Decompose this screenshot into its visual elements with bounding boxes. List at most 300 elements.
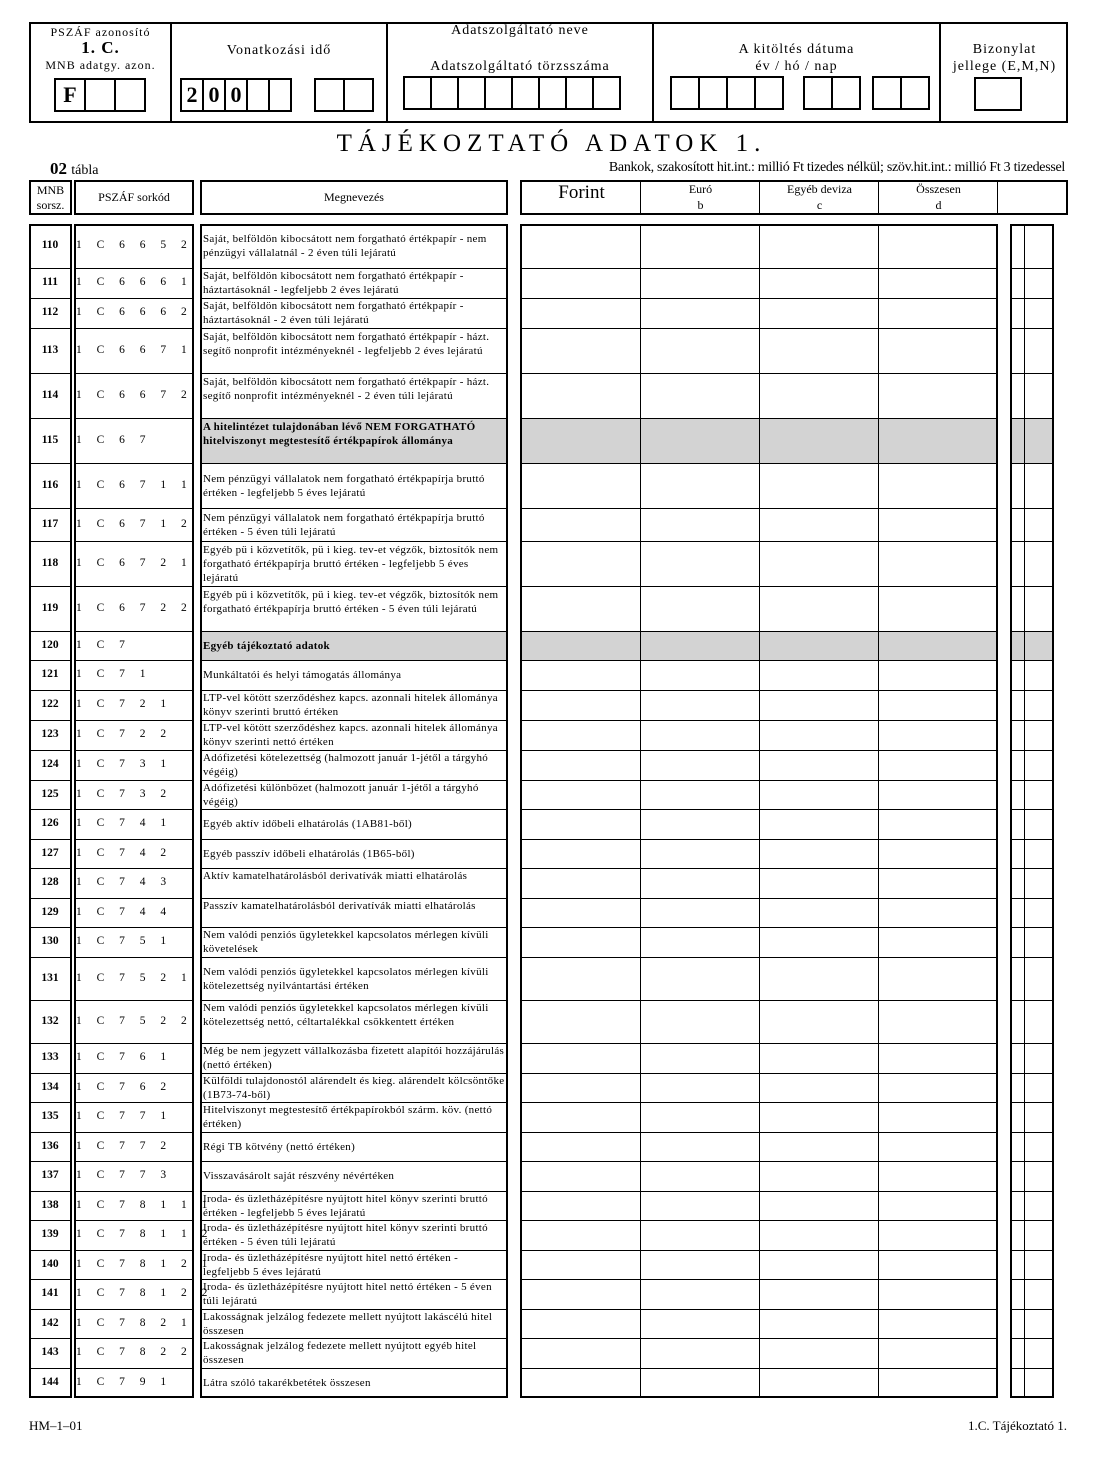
row-mnb-number: 119 [41,601,59,614]
value-cell-extra[interactable] [1012,1162,1024,1190]
value-cell-total[interactable] [879,1162,997,1190]
value-cell-euro[interactable] [641,1044,759,1072]
value-cell-extra2[interactable] [1025,1001,1053,1042]
value-cell-total[interactable] [879,1369,997,1396]
value-cell-euro[interactable] [641,1280,759,1308]
value-cell-total[interactable] [879,225,997,267]
value-cell-forint[interactable] [522,1074,640,1101]
value-cell-forint[interactable] [522,542,640,585]
value-cell-euro[interactable] [641,1251,759,1278]
value-cell-total[interactable] [879,1103,997,1131]
value-cell-extra2[interactable] [1025,1162,1053,1190]
value-cell-extra2[interactable] [1025,587,1053,630]
row-pszaf-code: 1 C 7 8 2 1 [76,1316,193,1329]
row-divider [29,418,72,419]
value-cell-euro[interactable] [641,374,759,417]
date-year-cells[interactable] [670,76,782,110]
value-cell-extra[interactable] [1012,899,1024,926]
value-cell-other[interactable] [760,810,878,838]
value-cell-extra[interactable] [1012,928,1024,956]
value-cell-forint[interactable] [522,509,640,540]
value-cell-euro[interactable] [641,1133,759,1160]
row-mnb-number: 111 [42,276,58,288]
provider-reg-cells[interactable] [403,76,619,110]
row-pszaf-code: 1 C 7 7 1 [76,1110,173,1122]
value-cell-euro[interactable] [641,269,759,297]
value-cell-forint[interactable] [522,374,640,417]
value-cell-forint[interactable] [522,751,640,779]
value-cell-total[interactable] [879,1044,997,1072]
value-cell-extra2[interactable] [1025,1221,1053,1249]
value-cell-total[interactable] [879,869,997,897]
value-cell-other[interactable] [760,1221,878,1249]
row-divider [74,631,194,632]
value-cell-extra[interactable] [1012,661,1024,689]
date-year-3[interactable] [726,76,756,110]
value-cell-extra[interactable] [1012,1310,1024,1337]
value-cell-extra[interactable] [1012,542,1024,585]
value-cell-extra2[interactable] [1025,269,1053,297]
value-cell-euro[interactable] [641,840,759,867]
value-cell-forint[interactable] [522,1044,640,1072]
value-cell-extra[interactable] [1012,810,1024,838]
value-cell-extra[interactable] [1012,781,1024,808]
value-cell-other[interactable] [760,1044,878,1072]
col-header-other-letter: c [816,198,823,212]
row-divider [74,1309,194,1310]
mnb-code-cell-2[interactable] [84,78,116,112]
period-cells[interactable] [180,78,290,112]
value-cell-extra2[interactable] [1025,781,1053,808]
value-cell-extra2[interactable] [1025,509,1053,540]
value-cell-other[interactable] [760,542,878,585]
row-divider [29,1309,72,1310]
value-cell-other[interactable] [760,1369,878,1396]
value-cell-other[interactable] [760,958,878,999]
value-cell-total[interactable] [879,374,997,417]
value-cell-other[interactable] [760,1310,878,1337]
period-month-cells[interactable] [314,78,372,112]
value-cell-other[interactable] [760,587,878,630]
row-divider [74,586,194,587]
row-divider [74,328,194,329]
value-cell-extra[interactable] [1012,587,1024,630]
value-cell-forint[interactable] [522,225,640,267]
row-divider [29,898,72,899]
provider-reg-cell-1[interactable] [403,76,432,110]
provider-reg-cell-5[interactable] [511,76,540,110]
value-cell-euro[interactable] [641,1001,759,1042]
value-cell-extra[interactable] [1012,329,1024,372]
value-cell-euro[interactable] [641,1369,759,1396]
row-name: Nem valódi penziós ügyletekkel kapcsolatos mérlegen kívüli kötelezettség nyilvántartási értéken [203,965,489,992]
row-name: LTP-vel kötött szerződéshez kapcs. azonnali hitelek állománya könyv szerinti nettó értéken [203,722,498,748]
value-cell-other[interactable] [760,464,878,507]
value-cell-forint[interactable] [522,329,640,372]
table-number [50,159,98,179]
provider-reg-cell-3[interactable] [457,76,486,110]
doc-type-cells[interactable] [974,77,1020,111]
value-cell-extra[interactable] [1012,1103,1024,1131]
value-cell-forint[interactable] [522,899,640,926]
row-pszaf-code: 1 C 7 4 2 [76,846,173,859]
value-cell-other[interactable] [760,928,878,956]
value-cell-euro[interactable] [641,1192,759,1219]
value-cell-euro[interactable] [641,1339,759,1367]
value-cell-forint[interactable] [522,1192,640,1219]
value-cell-total[interactable] [879,329,997,372]
row-mnb-number: 125 [41,787,59,800]
date-month-2[interactable] [831,76,861,110]
value-cell-forint[interactable] [522,299,640,327]
date-day-2[interactable] [900,76,930,110]
value-cell-extra2[interactable] [1025,542,1053,585]
value-cell-forint[interactable] [522,869,640,897]
value-cell-extra[interactable] [1012,299,1024,327]
date-year-4[interactable] [754,76,784,110]
value-cell-extra2[interactable] [1025,928,1053,956]
row-divider [74,298,194,299]
value-cell-extra[interactable] [1012,869,1024,897]
value-cell-euro[interactable] [641,1074,759,1101]
value-cell-euro[interactable] [641,509,759,540]
value-cell-total[interactable] [879,899,997,926]
value-cell-euro[interactable] [641,1103,759,1131]
value-cell-total[interactable] [879,1310,997,1337]
value-cell-extra2[interactable] [1025,299,1053,327]
value-cell-forint[interactable] [522,928,640,956]
value-cell-total[interactable] [879,1192,997,1219]
value-cell-euro[interactable] [641,329,759,372]
row-name: Egyéb tájékoztató adatok [203,639,330,652]
row-mnb-number: 134 [41,1080,59,1093]
value-cell-euro[interactable] [641,1221,759,1249]
value-cell-extra[interactable] [1012,1192,1024,1219]
value-cell-other[interactable] [760,299,878,327]
value-cell-euro[interactable] [641,899,759,926]
value-cell-other[interactable] [760,509,878,540]
value-cell-extra[interactable] [1012,1221,1024,1249]
value-cell-forint[interactable] [522,840,640,867]
col-header-name: Megnevezés [200,180,508,215]
value-cell-other[interactable] [760,1192,878,1219]
date-day-1[interactable] [872,76,902,110]
value-cell-euro[interactable] [641,869,759,897]
row-divider [29,1073,72,1074]
row-divider [74,541,194,542]
value-cell-other[interactable] [760,1133,878,1160]
value-cell-total[interactable] [879,781,997,808]
value-cell-forint[interactable] [522,691,640,719]
value-cell-extra[interactable] [1012,509,1024,540]
value-cell-extra2[interactable] [1025,721,1053,749]
value-cell-euro[interactable] [641,751,759,779]
date-year-1[interactable] [670,76,700,110]
value-cell-total[interactable] [879,299,997,327]
value-cell-extra[interactable] [1012,1251,1024,1278]
value-cell-extra2[interactable] [1025,1192,1053,1219]
value-cell-other[interactable] [760,781,878,808]
value-cell-extra[interactable] [1012,691,1024,719]
value-cell-euro[interactable] [641,464,759,507]
value-cell-other[interactable] [760,269,878,297]
row-name: Adófizetési kötelezettség (halmozott január 1-jétől a tárgyhó végéig) [203,752,489,778]
period-month-1[interactable] [314,78,345,112]
value-cell-extra[interactable] [1012,1001,1024,1042]
value-cell-total[interactable] [879,587,997,630]
value-cell-extra[interactable] [1012,721,1024,749]
value-cell-euro[interactable] [641,721,759,749]
mnb-code-cells[interactable] [54,78,144,112]
date-year-2[interactable] [698,76,728,110]
value-cell-forint[interactable] [522,1251,640,1278]
value-cell-extra2[interactable] [1025,1339,1053,1367]
provider-reg-cell-2[interactable] [430,76,459,110]
period-digit-2[interactable]: 0 [202,78,226,112]
value-cell-forint[interactable] [522,269,640,297]
value-cell-forint[interactable] [522,1369,640,1396]
row-mnb-number: 126 [41,817,59,829]
value-cell-extra[interactable] [1012,1044,1024,1072]
date-day-cells[interactable] [872,76,928,110]
value-cell-euro[interactable] [641,225,759,267]
period-month-2[interactable] [343,78,374,112]
value-cell-total[interactable] [879,464,997,507]
value-cell-extra[interactable] [1012,1369,1024,1396]
value-cell-extra2[interactable] [1025,1074,1053,1101]
value-cell-other[interactable] [760,721,878,749]
value-cell-extra[interactable] [1012,1339,1024,1367]
value-cell-extra[interactable] [1012,751,1024,779]
value-cell-euro[interactable] [641,299,759,327]
value-cell-other[interactable] [760,1339,878,1367]
row-name: Nem valódi penziós ügyletekkel kapcsolatos mérlegen kívüli kötelezettség nettó, céltartalékkal csökkentett értéken [203,1002,489,1028]
value-cell-total[interactable] [879,542,997,585]
row-pszaf-code: 1 C 6 6 6 1 [76,276,193,288]
value-cell-total[interactable] [879,1074,997,1101]
value-cell-other[interactable] [760,691,878,719]
provider-reg-cell-7[interactable] [565,76,594,110]
value-cell-total[interactable] [879,691,997,719]
value-cell-euro[interactable] [641,810,759,838]
value-cell-other[interactable] [760,1280,878,1308]
value-cell-extra2[interactable] [1025,464,1053,507]
value-cell-extra2[interactable] [1025,1133,1053,1160]
value-cell-other[interactable] [760,1251,878,1278]
doc-type-label-2: jellege (E,M,N) [952,59,1057,74]
row-mnb-number: 140 [41,1257,59,1270]
mnb-code-cell-1[interactable]: F [54,78,86,112]
row-pszaf-code: 1 C 7 9 1 [76,1375,173,1388]
value-cell-forint[interactable] [522,781,640,808]
row-pszaf-code: 1 C 7 5 1 [76,935,173,947]
row-pszaf-code: 1 C 6 7 2 1 [76,556,193,569]
value-cell-total[interactable] [879,1280,997,1308]
value-cell-forint[interactable] [522,810,640,838]
value-cell-total[interactable] [879,1251,997,1278]
date-label: A kitöltés dátuma [738,42,855,57]
value-cell-extra[interactable] [1012,225,1024,267]
value-cell-forint[interactable] [522,1103,640,1131]
value-cell-euro[interactable] [641,928,759,956]
value-cell-other[interactable] [760,869,878,897]
row-name: Nem pénzügyi vállalatok nem forgatható értékpapírja bruttó értéken - legfeljebb 5 éves lejáratú [203,472,485,499]
period-digit-3[interactable]: 0 [224,78,248,112]
value-cell-extra[interactable] [1012,958,1024,999]
row-divider [74,1043,194,1044]
row-mnb-number: 137 [41,1169,59,1181]
mnb-code-cell-3[interactable] [114,78,146,112]
row-mnb-number: 136 [41,1139,59,1152]
provider-reg-cell-4[interactable] [484,76,513,110]
value-cell-euro[interactable] [641,587,759,630]
value-cell-extra2[interactable] [1025,840,1053,867]
value-cell-extra2[interactable] [1025,225,1053,267]
table-number-value: 02 [50,159,67,178]
row-name: Visszavásárolt saját részvény névértéken [203,1170,395,1182]
value-cell-other[interactable] [760,1103,878,1131]
value-cell-forint[interactable] [522,587,640,630]
value-cell-extra2[interactable] [1025,1280,1053,1308]
value-cell-forint[interactable] [522,661,640,689]
row-pszaf-code: 1 C 6 7 1 1 [76,478,193,491]
value-cell-forint[interactable] [522,1310,640,1337]
value-cell-total[interactable] [879,810,997,838]
value-cell-euro[interactable] [641,1310,759,1337]
row-divider [200,508,508,509]
provider-reg-cell-6[interactable] [538,76,567,110]
provider-reg-cell-8[interactable] [592,76,621,110]
value-cell-extra[interactable] [1012,1074,1024,1101]
value-cell-other[interactable] [760,329,878,372]
value-cell-extra2[interactable] [1025,751,1053,779]
value-cell-other[interactable] [760,225,878,267]
value-cell-extra2[interactable] [1025,374,1053,417]
row-pszaf-code: 1 C 6 6 7 1 [76,343,193,356]
period-digit-5[interactable] [268,78,292,112]
value-cell-extra[interactable] [1012,464,1024,507]
value-cell-extra2[interactable] [1025,869,1053,897]
row-divider [200,809,508,810]
value-cell-extra[interactable] [1012,269,1024,297]
value-cell-total[interactable] [879,509,997,540]
value-cell-forint[interactable] [522,1162,640,1190]
value-cell-forint[interactable] [522,1339,640,1367]
row-mnb-number: 132 [41,1014,59,1027]
row-divider [74,268,194,269]
row-mnb-number: 131 [41,971,59,984]
value-cell-total[interactable] [879,840,997,867]
value-cell-extra2[interactable] [1025,1251,1053,1278]
value-cell-forint[interactable] [522,721,640,749]
value-cell-total[interactable] [879,1133,997,1160]
value-cell-extra2[interactable] [1025,1310,1053,1337]
value-cell-euro[interactable] [641,958,759,999]
row-name: Hitelviszonyt megtestesítő értékpapírokból szárm. köv. (nettó értéken) [203,1104,493,1130]
row-mnb-number: 122 [41,698,59,710]
row-divider [520,631,998,632]
table-word: tábla [71,163,99,178]
pszaf-label: PSZÁF azonosító [50,25,151,39]
value-cell-total[interactable] [879,1339,997,1367]
row-divider [29,508,72,509]
row-mnb-number: 128 [41,876,59,888]
row-mnb-number: 138 [41,1198,59,1211]
doc-type-cell[interactable] [974,77,1022,111]
value-cell-extra[interactable] [1012,374,1024,417]
row-mnb-number: 110 [41,239,59,251]
row-divider [29,463,72,464]
value-cell-extra[interactable] [1012,1133,1024,1160]
row-divider [74,957,194,958]
value-cell-euro[interactable] [641,661,759,689]
value-cell-forint[interactable] [522,1280,640,1308]
row-pszaf-code: 1 C 7 4 1 [76,817,173,829]
row-pszaf-code: 1 C 7 7 3 [76,1169,173,1181]
value-cell-forint[interactable] [522,464,640,507]
period-digit-1[interactable]: 2 [180,78,204,112]
value-cell-other[interactable] [760,751,878,779]
value-cell-euro[interactable] [641,542,759,585]
value-cell-total[interactable] [879,721,997,749]
value-cell-extra2[interactable] [1025,661,1053,689]
footer-right: 1.C. Tájékoztató 1. [967,1418,1067,1433]
value-cell-extra2[interactable] [1025,958,1053,999]
value-cell-extra2[interactable] [1025,1369,1053,1396]
value-cell-euro[interactable] [641,1162,759,1190]
value-cell-total[interactable] [879,928,997,956]
value-cell-other[interactable] [760,661,878,689]
value-cell-other[interactable] [760,1001,878,1042]
row-mnb-number: 117 [41,517,59,530]
period-digit-4[interactable] [246,78,270,112]
date-month-1[interactable] [803,76,833,110]
value-cell-euro[interactable] [641,691,759,719]
value-cell-extra[interactable] [1012,1280,1024,1308]
value-cell-other[interactable] [760,1074,878,1101]
value-cell-extra2[interactable] [1025,1103,1053,1131]
date-month-cells[interactable] [803,76,859,110]
doc-type-label-1: Bizonylat [972,42,1037,57]
value-cell-other[interactable] [760,374,878,417]
value-cell-extra2[interactable] [1025,899,1053,926]
value-cell-total[interactable] [879,1001,997,1042]
row-pszaf-code: 1 C 7 4 4 [76,905,173,918]
value-cell-extra2[interactable] [1025,810,1053,838]
row-divider [74,1161,194,1162]
value-cell-euro[interactable] [641,781,759,808]
row-divider [29,1368,72,1369]
row-mnb-number: 141 [41,1287,59,1299]
value-cell-other[interactable] [760,899,878,926]
value-cell-other[interactable] [760,840,878,867]
value-cell-other[interactable] [760,1162,878,1190]
value-cell-extra2[interactable] [1025,329,1053,372]
value-cell-forint[interactable] [522,1133,640,1160]
value-cell-extra[interactable] [1012,840,1024,867]
value-cell-total[interactable] [879,958,997,999]
value-cell-forint[interactable] [522,958,640,999]
value-cell-forint[interactable] [522,1221,640,1249]
value-cell-extra2[interactable] [1025,1044,1053,1072]
value-cell-total[interactable] [879,269,997,297]
value-cell-total[interactable] [879,751,997,779]
row-name: Passzív kamatelhatárolásból derivatívák miatti elhatárolás [203,900,476,912]
value-cell-forint[interactable] [522,1001,640,1042]
value-cell-total[interactable] [879,1221,997,1249]
value-cell-total[interactable] [879,661,997,689]
value-cell-extra2[interactable] [1025,691,1053,719]
